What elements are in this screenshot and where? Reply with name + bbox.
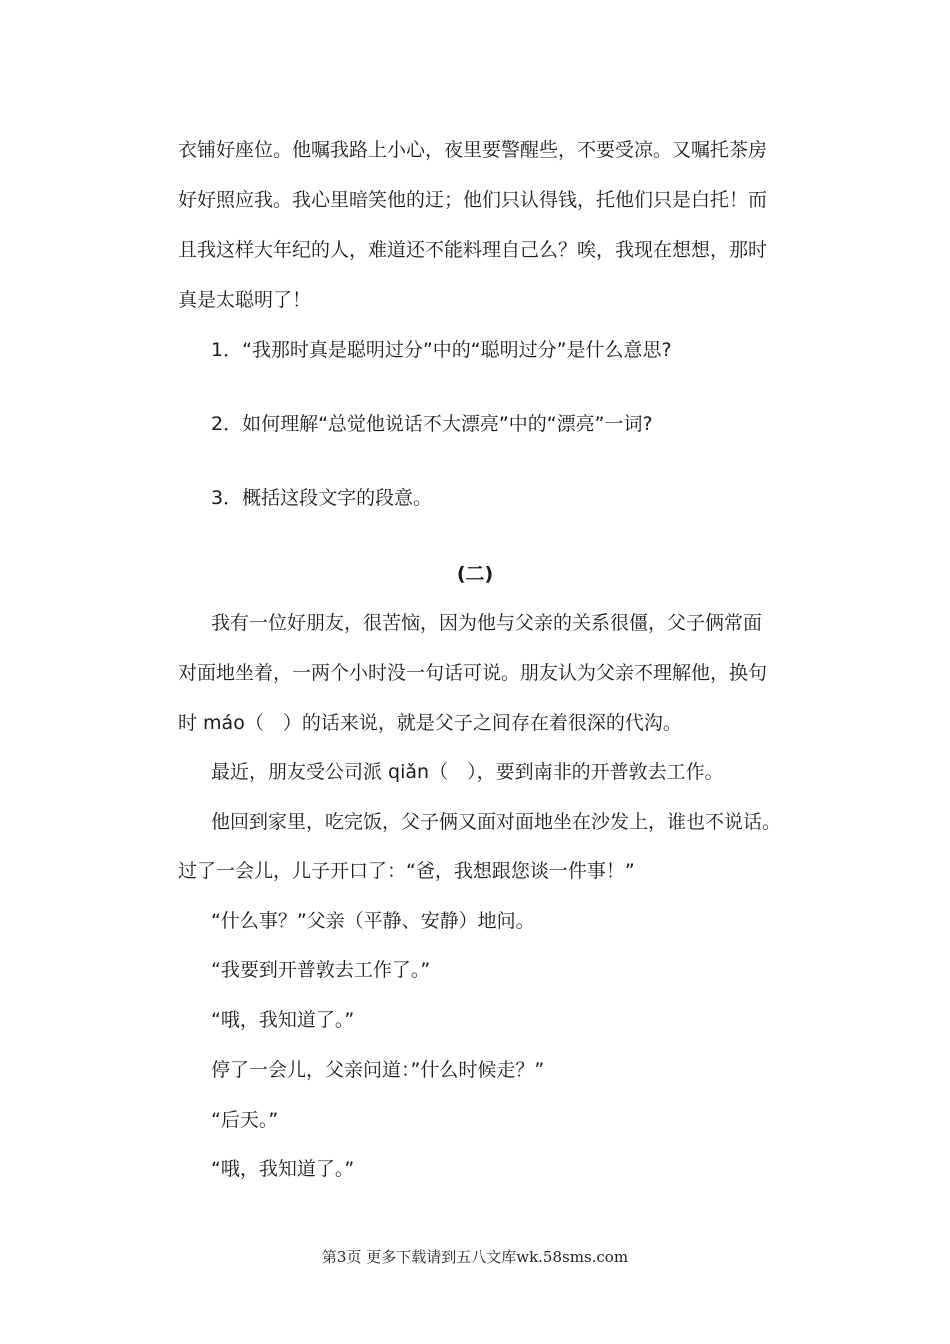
passage1-line-4: 真是太聪明了！ [178, 289, 312, 311]
section2-line-2: 对面地坐着，一两个小时没一句话可说。朋友认为父亲不理解他，换句 [178, 662, 768, 684]
passage1-line-3: 且我这样大年纪的人，难道还不能料理自己么？唉，我现在想想，那时 [178, 239, 768, 261]
section2-line-5: 他回到家里，吃完饭，父子俩又面对面地坐在沙发上，谁也不说话。 [211, 811, 782, 833]
question-3: 3．概括这段文字的段意。 [211, 487, 433, 509]
section2-heading: (二) [456, 563, 494, 585]
section2-line-7: “什么事？”父亲（平静、安静）地问。 [211, 910, 535, 932]
section2-line-10: 停了一会儿，父亲问道：”什么时候走？” [211, 1059, 545, 1081]
passage1-line-2: 好好照应我。我心里暗笑他的迂；他们只认得钱，托他们只是白托！而 [178, 189, 768, 211]
section2-line-11: “后天。” [211, 1109, 279, 1131]
question-2: 2．如何理解“总觉他说话不大漂亮”中的“漂亮”一词? [211, 413, 653, 435]
section2-line-6: 过了一会儿，儿子开口了：“爸，我想跟您谈一件事！” [178, 860, 635, 882]
passage1-line-1: 衣铺好座位。他嘱我路上小心，夜里要警醒些，不要受凉。又嘱托茶房 [178, 139, 768, 161]
section2-line-3: 时 máo（ ）的话来说，就是父子之间存在着很深的代沟。 [178, 712, 682, 734]
section2-line-1: 我有一位好朋友，很苦恼，因为他与父亲的关系很僵，父子俩常面 [211, 612, 763, 634]
section2-line-9: “哦，我知道了。” [211, 1009, 355, 1031]
section2-line-12: “哦，我知道了。” [211, 1158, 355, 1180]
section2-line-8: “我要到开普敦去工作了。” [211, 959, 431, 981]
question-1: 1．“我那时真是聪明过分”中的“聪明过分”是什么意思? [211, 339, 672, 361]
section2-line-4: 最近，朋友受公司派 qiǎn（ ），要到南非的开普敦去工作。 [211, 761, 724, 783]
page-footer: 第3页 更多下载请到五八文库wk.58sms.com [321, 1248, 629, 1266]
